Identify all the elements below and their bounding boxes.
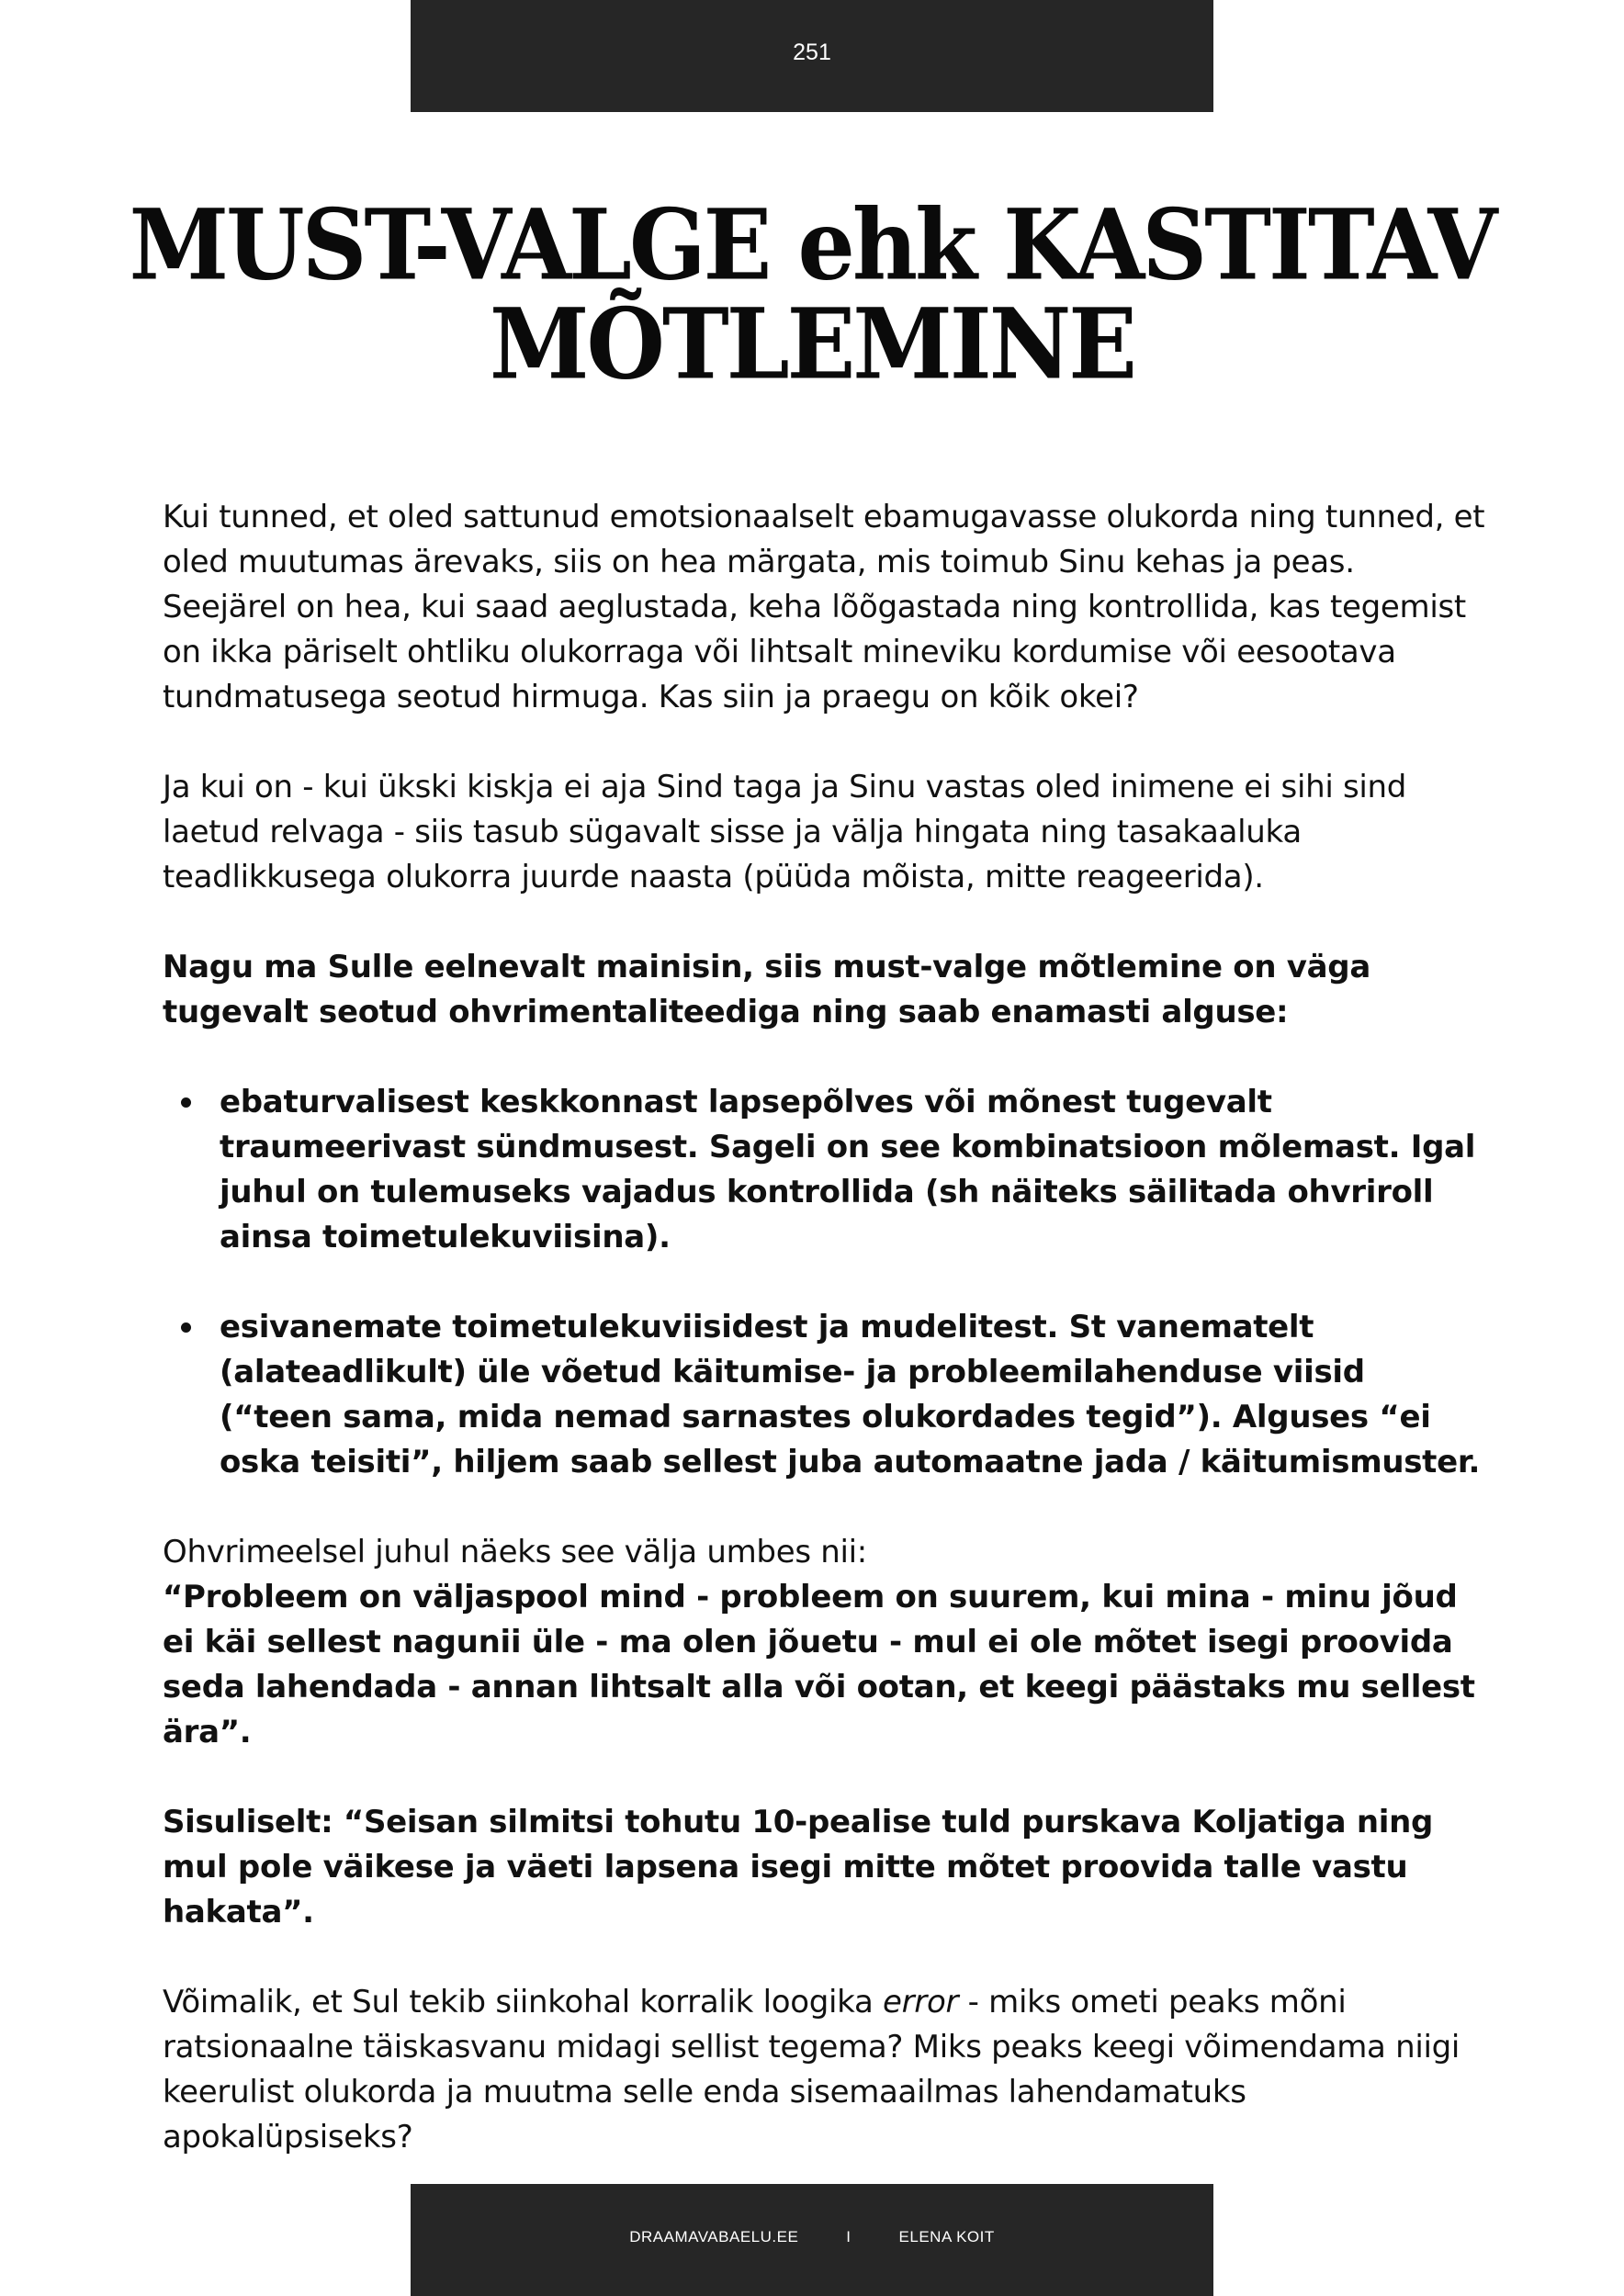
page-title-line-1: MUST-VALGE ehk KASTITAV [129, 188, 1495, 303]
header-bar [411, 0, 1213, 112]
page-title [110, 188, 1514, 402]
footer-separator: I [846, 2228, 851, 2245]
logic-error-word: error [882, 1984, 959, 2020]
origins-list [163, 1080, 1485, 1485]
footer-bar [411, 2184, 1213, 2296]
paragraph-origins-lead: Nagu ma Sulle eelnevalt mainisin, siis must-valge mõtlemine on väga tugevalt seotud ohvrimentaliteediga ning saab enamasti alguse: [163, 949, 1370, 1030]
paragraph-logic-error [163, 1980, 1485, 2160]
list-item-text: esivanemate toimetulekuviisidest ja mudelitest. St vanematelt (alateadlikult) üle võetud käitumise- ja probleemilahenduse viisid (“teen sama, mida nemad sarnastes olukordades tegid”). Alguses “ei oska teisiti”, hiljem saab sellest juba automaatne jada / käitumismuster. [220, 1309, 1481, 1480]
logic-text-before: Võimalik, et Sul tekib siinkohal korralik loogika [163, 1984, 883, 2020]
logic-text-after: - miks ometi peaks mõni ratsionaalne täiskasvanu midagi sellist tegema? Miks peaks keegi võimendama niigi keerulist olukorda ja muutma selle enda sisemaailmas lahendamatuks apokalüpsiseks? [163, 1984, 1460, 2155]
footer-site: DRAAMAVABAELU.EE [629, 2228, 799, 2245]
page-number: 251 [793, 39, 831, 65]
paragraph-breathing: Ja kui on - kui ükski kiskja ei aja Sind taga ja Sinu vastas oled inimene ei sihi sind laetud relvaga - siis tasub sügavalt sisse ja välja hingata ning tasakaaluka teadlikkusega olukorra juurde naasta (püüda mõista, mitte reageerida). [163, 769, 1407, 895]
list-item [163, 1305, 1485, 1485]
page-title-line-2: MÕTLEMINE [490, 287, 1134, 402]
paragraph-intro: Kui tunned, et oled sattunud emotsionaalselt ebamugavasse olukorda ning tunned, et oled muutumas ärevaks, siis on hea märgata, mis toimub Sinu kehas ja peas. Seejärel on hea, kui saad aeglustada, keha lõõgastada ning kontrollida, kas tegemist on ikka päriselt ohtliku olukorraga või lihtsalt mineviku kordumise või eesootava tundmatusega seotud hirmuga. Kas siin ja praegu on kõik okei? [163, 499, 1485, 715]
footer-author: ELENA KOIT [898, 2228, 995, 2245]
bullet-icon [181, 1322, 191, 1333]
list-item [163, 1080, 1485, 1260]
paragraph-victim-quote: “Probleem on väljaspool mind - probleem on suurem, kui mina - minu jõud ei käi sellest nagunii üle - ma olen jõuetu - mul ei ole mõtet isegi proovida seda lahendada - annan lihtsalt alla või ootan, et keegi päästaks mu sellest ära”. [163, 1579, 1475, 1750]
bullet-icon [181, 1097, 191, 1108]
paragraph-victim-intro: Ohvrimeelsel juhul näeks see välja umbes nii: [163, 1534, 867, 1570]
main-content [163, 495, 1485, 2205]
paragraph-goliath-quote: Sisuliselt: “Seisan silmitsi tohutu 10-pealise tuld purskava Koljatiga ning mul pole väikese ja väeti lapsena isegi mitte mõtet proovida talle vastu hakata”. [163, 1804, 1434, 1930]
list-item-text: ebaturvalisest keskkonnast lapsepõlves või mõnest tugevalt traumeerivast sündmusest. Sageli on see kombinatsioon mõlemast. Igal juhul on tulemuseks vajadus kontrollida (sh näiteks säilitada ohvriroll ainsa toimetulekuviisina). [220, 1084, 1476, 1255]
